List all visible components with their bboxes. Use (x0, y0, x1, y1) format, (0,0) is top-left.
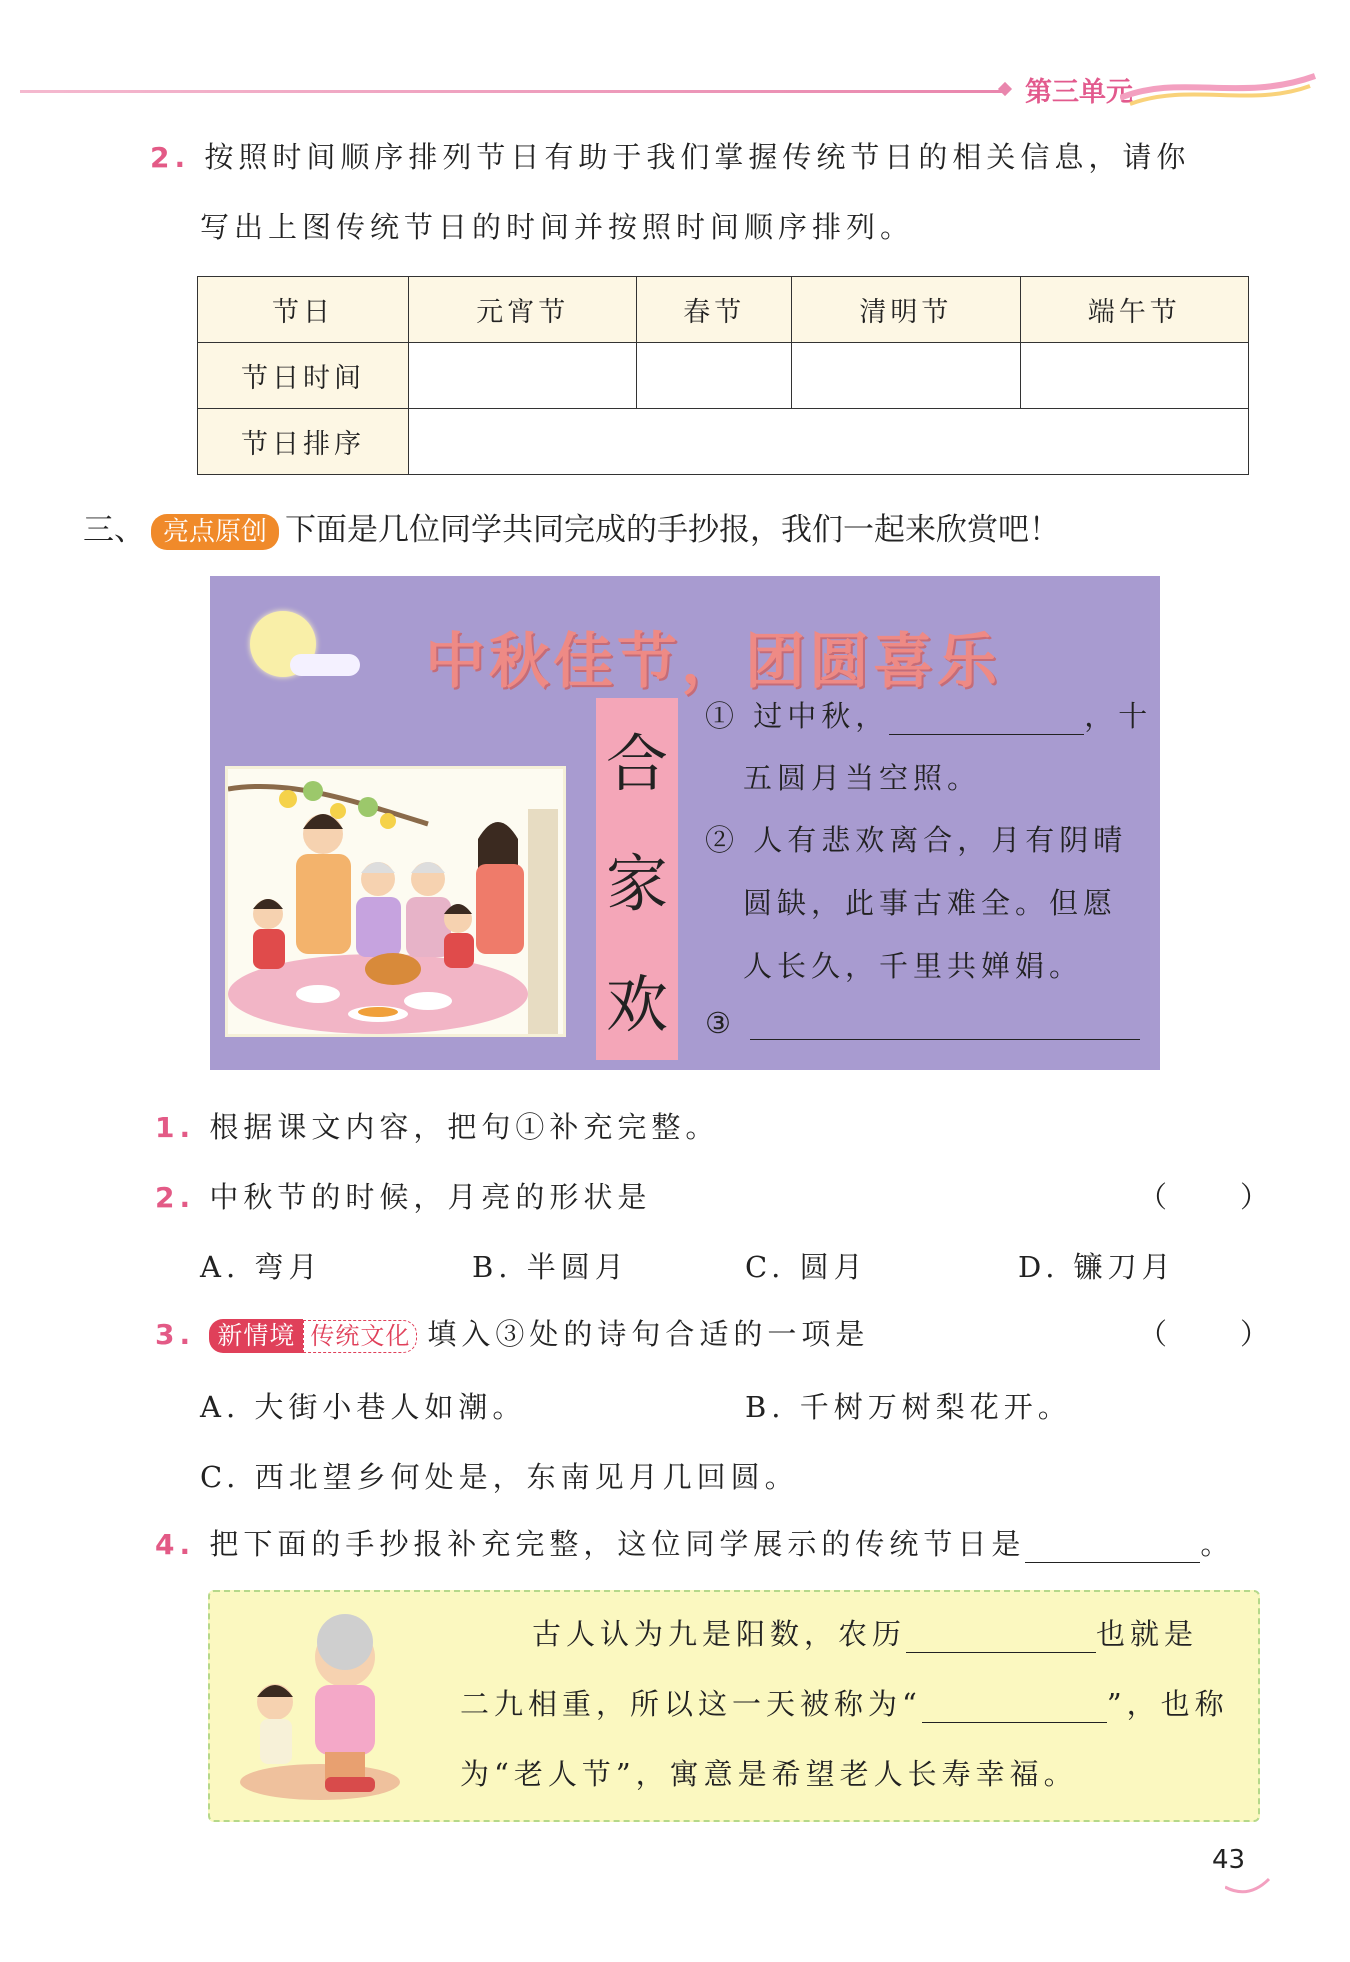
question-1 (155, 1105, 719, 1146)
q3-option-b[interactable]: B. 千树万树梨花开。 (745, 1390, 1072, 1424)
q4-text: 把下面的手抄报补充完整，这位同学展示的传统节日是 (209, 1527, 1026, 1561)
poster (210, 576, 1160, 1070)
box-text: ”，也称 (1106, 1687, 1229, 1721)
lunar-date-blank[interactable] (906, 1652, 1096, 1653)
unit-title: 第三单元 (1025, 77, 1133, 108)
q3-answer-paren[interactable]: （ ） (1138, 1317, 1275, 1351)
q2-line1 (150, 135, 1190, 176)
box-line2 (460, 1682, 1229, 1723)
q3-text: 填入③处的诗句合适的一项是 (427, 1317, 870, 1351)
box-text: 古人认为九是阳数，农历 (532, 1617, 907, 1651)
poem1-text: ① 过中秋， (705, 699, 890, 733)
section3-heading (83, 504, 1060, 550)
q2-option-a[interactable]: A. 弯月 (200, 1250, 323, 1284)
section3-prefix: 三、 (83, 512, 145, 548)
cloud-icon (290, 654, 360, 676)
answer-cell[interactable] (792, 343, 1020, 409)
banner-char: 欢 (605, 968, 668, 1042)
traditional-culture-badge: 传统文化 (303, 1320, 417, 1353)
q1-number: 1. (155, 1111, 196, 1144)
table-row (198, 343, 1249, 409)
table-row (198, 409, 1249, 475)
poem2-line2: 圆缺，此事古难全。但愿 (743, 886, 1118, 920)
answer-cell[interactable] (409, 409, 1249, 475)
q4-number: 4. (155, 1528, 196, 1561)
question-2 (155, 1175, 651, 1216)
page-number-swoosh (1225, 1875, 1270, 1895)
q3-number: 3. (155, 1318, 196, 1351)
table-row-label: 节日排序 (198, 409, 409, 475)
poem1-blank[interactable] (889, 734, 1084, 735)
vertical-banner (596, 698, 678, 1060)
banner-char: 家 (605, 847, 668, 921)
answer-cell[interactable] (1020, 343, 1248, 409)
poem1-line2: 五圆月当空照。 (743, 761, 982, 795)
table-header-row (198, 277, 1249, 343)
festival-name-blank[interactable] (922, 1722, 1107, 1723)
section3-text: 下面是几位同学共同完成的手抄报，我们一起来欣赏吧！ (285, 512, 1061, 548)
poem3-blank[interactable] (750, 1039, 1140, 1040)
q2-number: 2. (150, 141, 191, 174)
chongyang-box (208, 1590, 1260, 1822)
q2-option-d[interactable]: D. 镰刀月 (1018, 1250, 1176, 1284)
q1-text: 根据课文内容，把句①补充完整。 (209, 1110, 720, 1144)
q2-text-1: 按照时间顺序排列节日有助于我们掌握传统节日的相关信息，请你 (204, 140, 1191, 174)
q3-option-c[interactable]: C. 西北望乡何处是，东南见月几回圆。 (200, 1460, 799, 1494)
table-row-label: 节日时间 (198, 343, 409, 409)
question-4 (155, 1522, 1234, 1563)
question-3 (155, 1312, 869, 1353)
table-header-cell: 清明节 (792, 277, 1020, 343)
banner-char: 合 (605, 726, 668, 800)
festival-table (197, 276, 1249, 475)
q2-line2: 写出上图传统节日的时间并按照时间顺序排列。 (200, 210, 915, 244)
poem1-text-end: ，十 (1084, 699, 1153, 733)
header-diamond (998, 82, 1012, 96)
family-dinner-illustration (225, 766, 566, 1037)
highlight-badge: 亮点原创 (151, 514, 279, 550)
poster-title: 中秋佳节，团圆喜乐 (425, 627, 1001, 697)
box-text: 也就是 (1096, 1617, 1199, 1651)
q3-option-a[interactable]: A. 大街小巷人如潮。 (200, 1390, 527, 1424)
q2-number: 2. (155, 1181, 196, 1214)
new-context-badge: 新情境 (209, 1319, 303, 1353)
q4-blank[interactable] (1025, 1562, 1200, 1563)
grandma-child-illustration (230, 1607, 410, 1807)
q2-text: 中秋节的时候，月亮的形状是 (209, 1180, 652, 1214)
poem2-line1: ② 人有悲欢离合，月有阴晴 (705, 823, 1128, 857)
header-rule (20, 90, 1005, 93)
answer-cell[interactable] (409, 343, 637, 409)
q4-end: 。 (1200, 1527, 1235, 1561)
table-header-cell: 端午节 (1020, 277, 1248, 343)
poem1-line1 (705, 694, 1152, 735)
table-header-cell: 节日 (198, 277, 409, 343)
answer-cell[interactable] (637, 343, 792, 409)
poem3-marker: ③ (705, 1006, 736, 1040)
box-line3: 为“老人节”，寓意是希望老人长寿幸福。 (460, 1757, 1078, 1791)
box-text: 二九相重，所以这一天被称为“ (460, 1687, 922, 1721)
poem3-line (705, 1006, 1140, 1040)
table-header-cell: 春节 (637, 277, 792, 343)
table-header-cell: 元宵节 (409, 277, 637, 343)
q2-option-b[interactable]: B. 半圆月 (472, 1250, 629, 1284)
q2-answer-paren[interactable]: （ ） (1138, 1180, 1275, 1214)
poem2-line3: 人长久，千里共婵娟。 (743, 949, 1084, 983)
box-line1 (532, 1612, 1198, 1653)
header-swoosh-decoration (1120, 68, 1320, 108)
page-number: 43 (1212, 1845, 1246, 1875)
q2-option-c[interactable]: C. 圆月 (745, 1250, 868, 1284)
